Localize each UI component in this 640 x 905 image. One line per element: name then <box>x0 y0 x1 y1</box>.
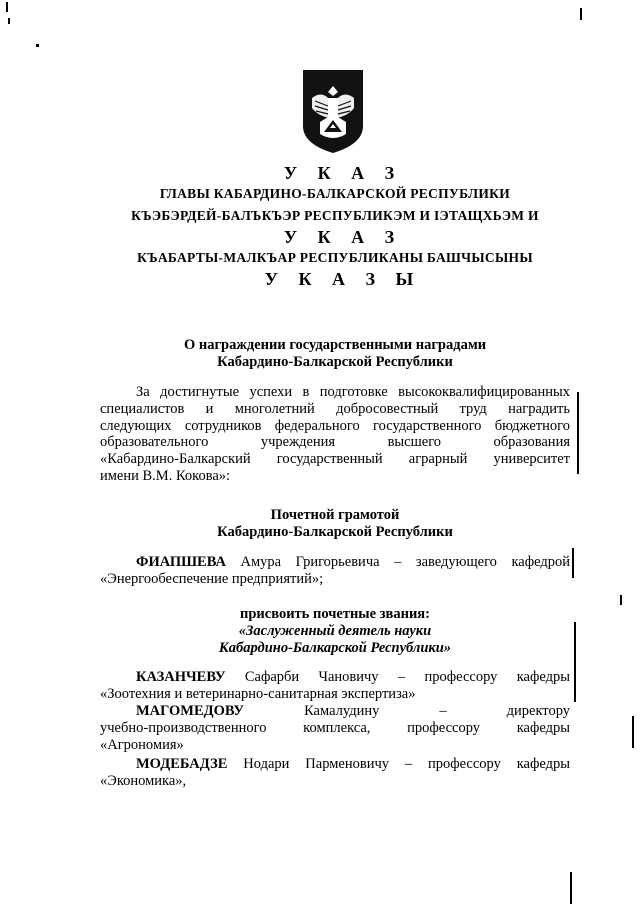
scan-mark <box>572 548 574 578</box>
scan-mark <box>580 8 582 20</box>
awardee-surname: КАЗАНЧЕВУ <box>136 669 226 685</box>
coat-of-arms-icon <box>300 68 366 154</box>
scan-mark <box>577 392 579 474</box>
awardee-surname: МОДЕБАДЗЕ <box>136 756 228 772</box>
scan-mark <box>632 716 634 748</box>
scan-mark <box>620 595 622 605</box>
scan-mark <box>6 2 8 12</box>
award-title-honorary: присвоить почетные звания: «Заслуженный деятель науки Кабардино-Балкарской Республики» <box>218 606 452 656</box>
decree-issuer-kbd: КЪЭБЭРДЕЙ-БАЛЪКЪЭР РЕСПУБЛИКЭМ И ІЭТАЩХЬЭМ И <box>131 208 539 223</box>
awardee-surname: МАГОМЕДОВУ <box>136 703 245 719</box>
decree-title-kbd: У К А З <box>283 227 403 247</box>
awardee-entry: КАЗАНЧЕВУ Сафарби Чановичу – профессору кафедры «Зоотехния и ветеринарно-санитарная экспертиза» <box>100 669 571 702</box>
decree-subject: О награждении государственными наградами Кабардино-Балкарской Республики <box>183 337 487 370</box>
decree-issuer-ru: ГЛАВЫ КАБАРДИНО-БАЛКАРСКОЙ РЕСПУБЛИКИ <box>159 186 511 201</box>
scan-mark <box>8 18 10 24</box>
scan-mark <box>36 44 39 47</box>
awardee-entry: МАГОМЕДОВУ Камалудину – директору учебно-производственного комплекса, профессору кафедры «Агрономия» <box>100 703 571 753</box>
decree-title: У К А З <box>283 163 403 183</box>
award-title-gramota: Почетной грамотой Кабардино-Балкарской Республики <box>217 507 453 540</box>
decree-issuer-krc: КЪАБАРТЫ-МАЛКЪАР РЕСПУБЛИКАНЫ БАШЧЫСЫНЫ <box>137 250 533 265</box>
intro-paragraph: За достигнутые успехи в подготовке высококвалифицированных специалистов и многолетний добросовестный труд наградить следующих сотрудников федерального государственного бюджетного образовательного учреждения высшего образования «Кабардино-Балкарский государственный аграрный университет имени В.М. Кокова»: <box>100 384 570 484</box>
decree-title-krc: У К А З Ы <box>264 269 422 289</box>
awardee-entry: МОДЕБАДЗЕ Нодари Парменовичу – профессору кафедры «Экономика», <box>100 756 570 789</box>
awardee-entry: ФИАПШЕВА Амура Григорьевича – заведующего кафедрой «Энергообеспечение предприятий»; <box>100 554 570 587</box>
scan-mark <box>570 872 572 904</box>
scan-mark <box>574 622 576 702</box>
awardee-surname: ФИАПШЕВА <box>136 554 226 570</box>
